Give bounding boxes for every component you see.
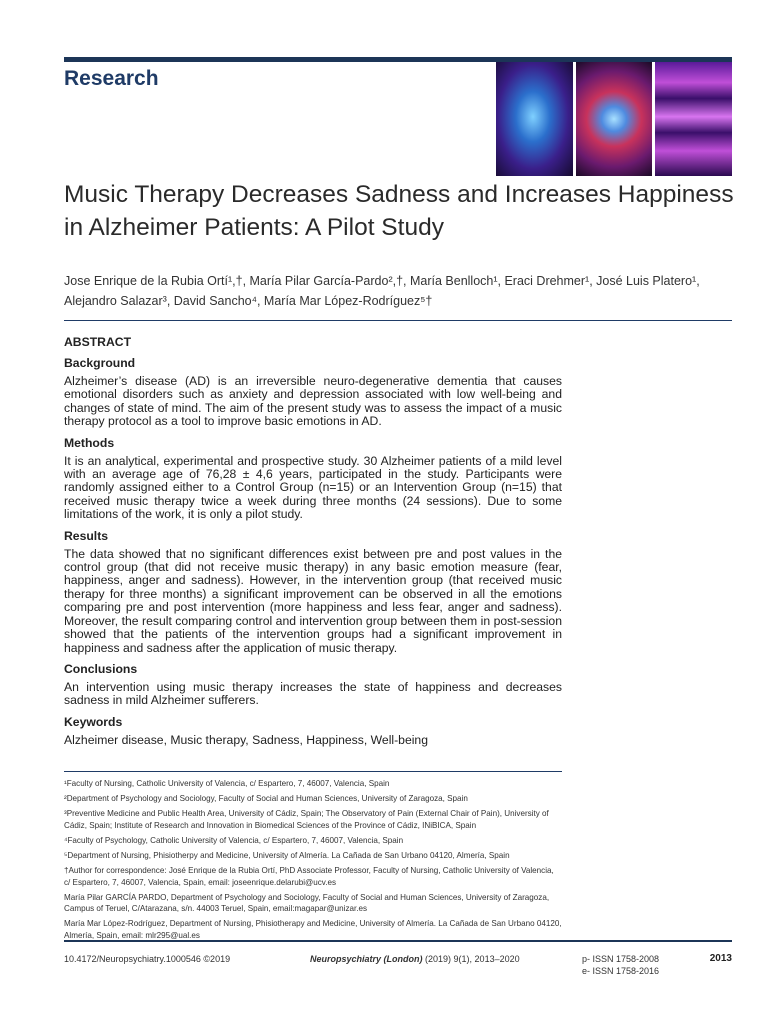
footnote-correspondence: †Author for correspondence: José Enrique de la Rubia Ortí, PhD Associate Professor, Faculty of Nursing, Catholic University of Valencia, c/ Espartero, 7, 46007, Valencia, Spain, email: joseenrique.delarubi@ucv.es [64, 866, 554, 887]
results-heading: Results [64, 528, 109, 543]
footnote-contact-2: María Pilar GARCÍA PARDO, Department of Psychology and Sociology, Faculty of Social and Human Sciences, University of Zaragoza, Campus of Teruel, C/Atarazana, s/n. 44003 Teruel, Spain, email:magapar@unizar.es [64, 892, 550, 914]
journal-issue: (2019) 9(1), 2013–2020 [425, 954, 520, 964]
author-list: Jose Enrique de la Rubia Ortí¹,†, María Pilar García-Pardo²,†, María Benlloch¹, Eraci Drehmer¹, José Luis Platero¹, Alejandro Salazar³, David Sancho⁴, María Mar López-Rodríguez⁵† [64, 274, 700, 308]
journal-citation [310, 953, 520, 965]
abstract [64, 335, 562, 747]
spine-image [655, 62, 732, 176]
page-number: 2013 [709, 953, 732, 964]
footnote-contact-3: María Mar López-Rodríguez, Department of Nursing, Phisiotherapy and Medicine, University of Almería. La Cañada de San Urbano 04120, Almería, Spain, email: mlr295@ual.es [64, 919, 562, 941]
brain-scan-image [496, 62, 573, 176]
methods-text: It is an analytical, experimental and prospective study. 30 Alzheimer patients of a mild level with an average age of 76,28 ± 4,6 years, participated in the study. Participants were randomly assigned either to a Control Group (n=15) or an Intervention Group (n=15) that received music therapy twice a week during three months (24 sessions). Due to some limitations of the work, it is only a pilot study. [64, 453, 562, 522]
footnote-divider [64, 771, 562, 772]
keywords-heading: Keywords [64, 714, 123, 729]
title-divider [64, 320, 732, 321]
background-heading: Background [64, 356, 136, 370]
keywords-text: Alzheimer disease, Music therapy, Sadness, Happiness, Well-being [64, 732, 428, 747]
footer-rule [64, 940, 732, 942]
header-images [496, 62, 732, 176]
brain-section-image [576, 62, 653, 176]
footnote-affiliation-2: ²Department of Psychology and Sociology, Faculty of Social and Human Sciences, University of Zaragoza, Spain [64, 794, 468, 804]
footnote-affiliation-5: ⁵Department of Nursing, Phisiotherpy and Medicine, University of Almería. La Cañada de San Urbano 04120, Almería, Spain [64, 850, 510, 860]
journal-name: Neuropsychiatry (London) [310, 954, 423, 964]
section-label: Research [64, 67, 159, 90]
footnote-affiliation-4: ⁴Faculty of Psychology, Catholic University of Valencia, c/ Espartero, 7, 46007, Valencia, Spain [64, 835, 404, 845]
abstract-label: ABSTRACT [64, 335, 132, 349]
issn [582, 953, 659, 977]
footnote-affiliation-3: ³Preventive Medicine and Public Health Area, University of Cádiz, Spain; The Observatory of Pain (External Chair of Pain), University of Cádiz, Spain; Institute of Research and Innovation in Biomedical Sciences of the Province of Cádiz, INiBICA, Spain [64, 809, 549, 830]
paper-title: Music Therapy Decreases Sadness and Increases Happiness in Alzheimer Patients: A Pilot Study [64, 181, 734, 241]
print-issn: p- ISSN 1758-2008 [582, 954, 660, 964]
results-text: The data showed that no significant differences exist between pre and post values in the control group (that did not receive music therapy) in any basic emotion measure (fear, happiness, anger and sadness). However, in the intervention group (that received music therapy for three months) a significant improvement can be observed in all the emotions comparing pre and post intervention (more happiness and less fear, anger and sadness). Moreover, the result comparing control and intervention group between them in post-session showed that the patients of the intervention groups had a significant improvement in happiness and sadness after the application of music therapy. [64, 546, 562, 655]
footnote-affiliation-1: ¹Faculty of Nursing, Catholic University of Valencia, c/ Espartero, 7, 46007, Valencia, Spain [64, 779, 390, 788]
methods-heading: Methods [64, 435, 115, 450]
electronic-issn: e- ISSN 1758-2016 [582, 966, 660, 976]
background-text: Alzheimer’s disease (AD) is an irreversible neuro-degenerative dementia that causes emotional disorders such as anxiety and depression associated with low well-being and changes of state of mind. The aim of the present study was to assess the impact of a music therapy protocol as a tool to improve basic emotions in AD. [64, 374, 562, 429]
conclusions-heading: Conclusions [64, 661, 138, 676]
doi: 10.4172/Neuropsychiatry.1000546 ©2019 [64, 954, 231, 964]
conclusions-text: An intervention using music therapy increases the state of happiness and decreases sadness in mild Alzheimer sufferers. [64, 679, 562, 708]
footnotes [64, 778, 562, 945]
